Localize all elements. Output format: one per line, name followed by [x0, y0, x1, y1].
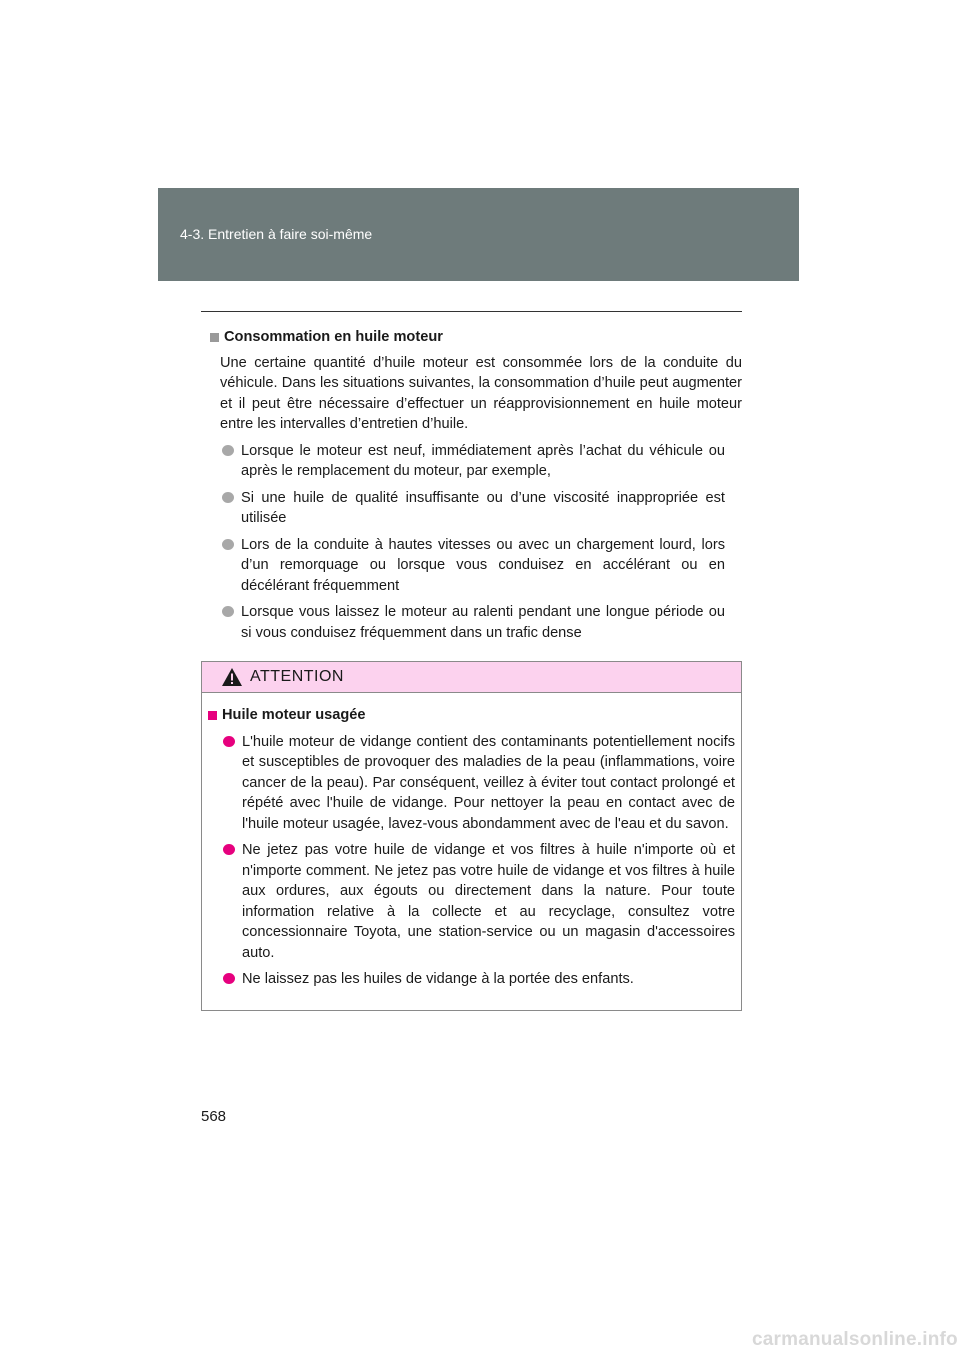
- section-heading: [210, 327, 742, 348]
- list-item-text: Ne laissez pas les huiles de vidange à la portée des enfants.: [242, 971, 634, 987]
- section-divider: [201, 311, 742, 312]
- attention-heading: [208, 705, 735, 726]
- section-paragraph: Une certaine quantité d’huile moteur est consommée lors de la conduite du véhicule. Dans les situations suivantes, la consommation d’huile peut augmenter et il peut être nécessaire d’effectuer un réapprovisionnement en huile moteur entre les intervalles d’entretien d’huile.: [220, 354, 742, 432]
- bullet-dot-icon: [222, 492, 234, 503]
- list-item-text: Lorsque vous laissez le moteur au ralenti pendant une longue période ou si vous conduisez fréquemment dans un trafic dense: [241, 604, 725, 641]
- list-item-text: Lorsque le moteur est neuf, immédiatement après l’achat du véhicule ou après le remplacement du moteur, par exemple,: [241, 442, 725, 479]
- list-item-text: Lors de la conduite à hautes vitesses ou avec un chargement lourd, lors d’un remorquage ou lorsque vous conduisez en accélérant ou en décélérant fréquemment: [241, 536, 725, 594]
- list-item: [223, 969, 735, 990]
- oil-consumption-section: [201, 327, 742, 643]
- bullet-dot-icon: [223, 973, 235, 984]
- section-header-band: [158, 188, 799, 281]
- attention-body: [202, 693, 741, 990]
- section-title: 4-3. Entretien à faire soi-même: [180, 226, 373, 242]
- square-bullet-icon: [210, 333, 219, 342]
- section-heading-text: Consommation en huile moteur: [224, 329, 443, 345]
- bullet-dot-icon: [222, 445, 234, 456]
- attention-header: [202, 662, 741, 693]
- list-item-text: Ne jetez pas votre huile de vidange et vos filtres à huile n'importe où et n'importe comment. Ne jetez pas votre huile de vidange et vos filtres à huile aux ordures, aux égouts ou directement dans la nature. Pour toute information relative à la collecte et au recyclage, consultez votre concessionnaire Toyota, une station-service ou un magasin d'accessoires auto.: [242, 842, 735, 961]
- attention-heading-text: Huile moteur usagée: [222, 707, 366, 723]
- list-item: [222, 488, 742, 529]
- warning-triangle-icon: [221, 667, 243, 687]
- list-item-text: L'huile moteur de vidange contient des contaminants potentiellement nocifs et susceptibles de provoquer des maladies de la peau (inflammations, voire cancer de la peau). Par conséquent, veillez à éviter tout contact prolongé et répété avec l'huile de vidange. Pour nettoyer la peau en contact avec de l'huile moteur usagée, lavez-vous abondamment avec de l'eau et du savon.: [242, 733, 735, 832]
- square-bullet-icon: [208, 711, 217, 720]
- attention-box: [201, 661, 742, 1011]
- bullet-dot-icon: [223, 736, 235, 747]
- list-item: [222, 535, 742, 597]
- list-item: [222, 602, 742, 643]
- bullet-dot-icon: [222, 539, 234, 550]
- attention-title: ATTENTION: [250, 668, 344, 685]
- bullet-dot-icon: [223, 844, 235, 855]
- page-number: 568: [201, 1108, 227, 1125]
- list-item: [222, 441, 742, 482]
- watermark: carmanualsonline.info: [752, 1329, 958, 1350]
- list-item-text: Si une huile de qualité insuffisante ou d’une viscosité inappropriée est utilisée: [241, 489, 725, 526]
- bullet-dot-icon: [222, 606, 234, 617]
- list-item: [223, 840, 735, 963]
- list-item: [223, 732, 735, 835]
